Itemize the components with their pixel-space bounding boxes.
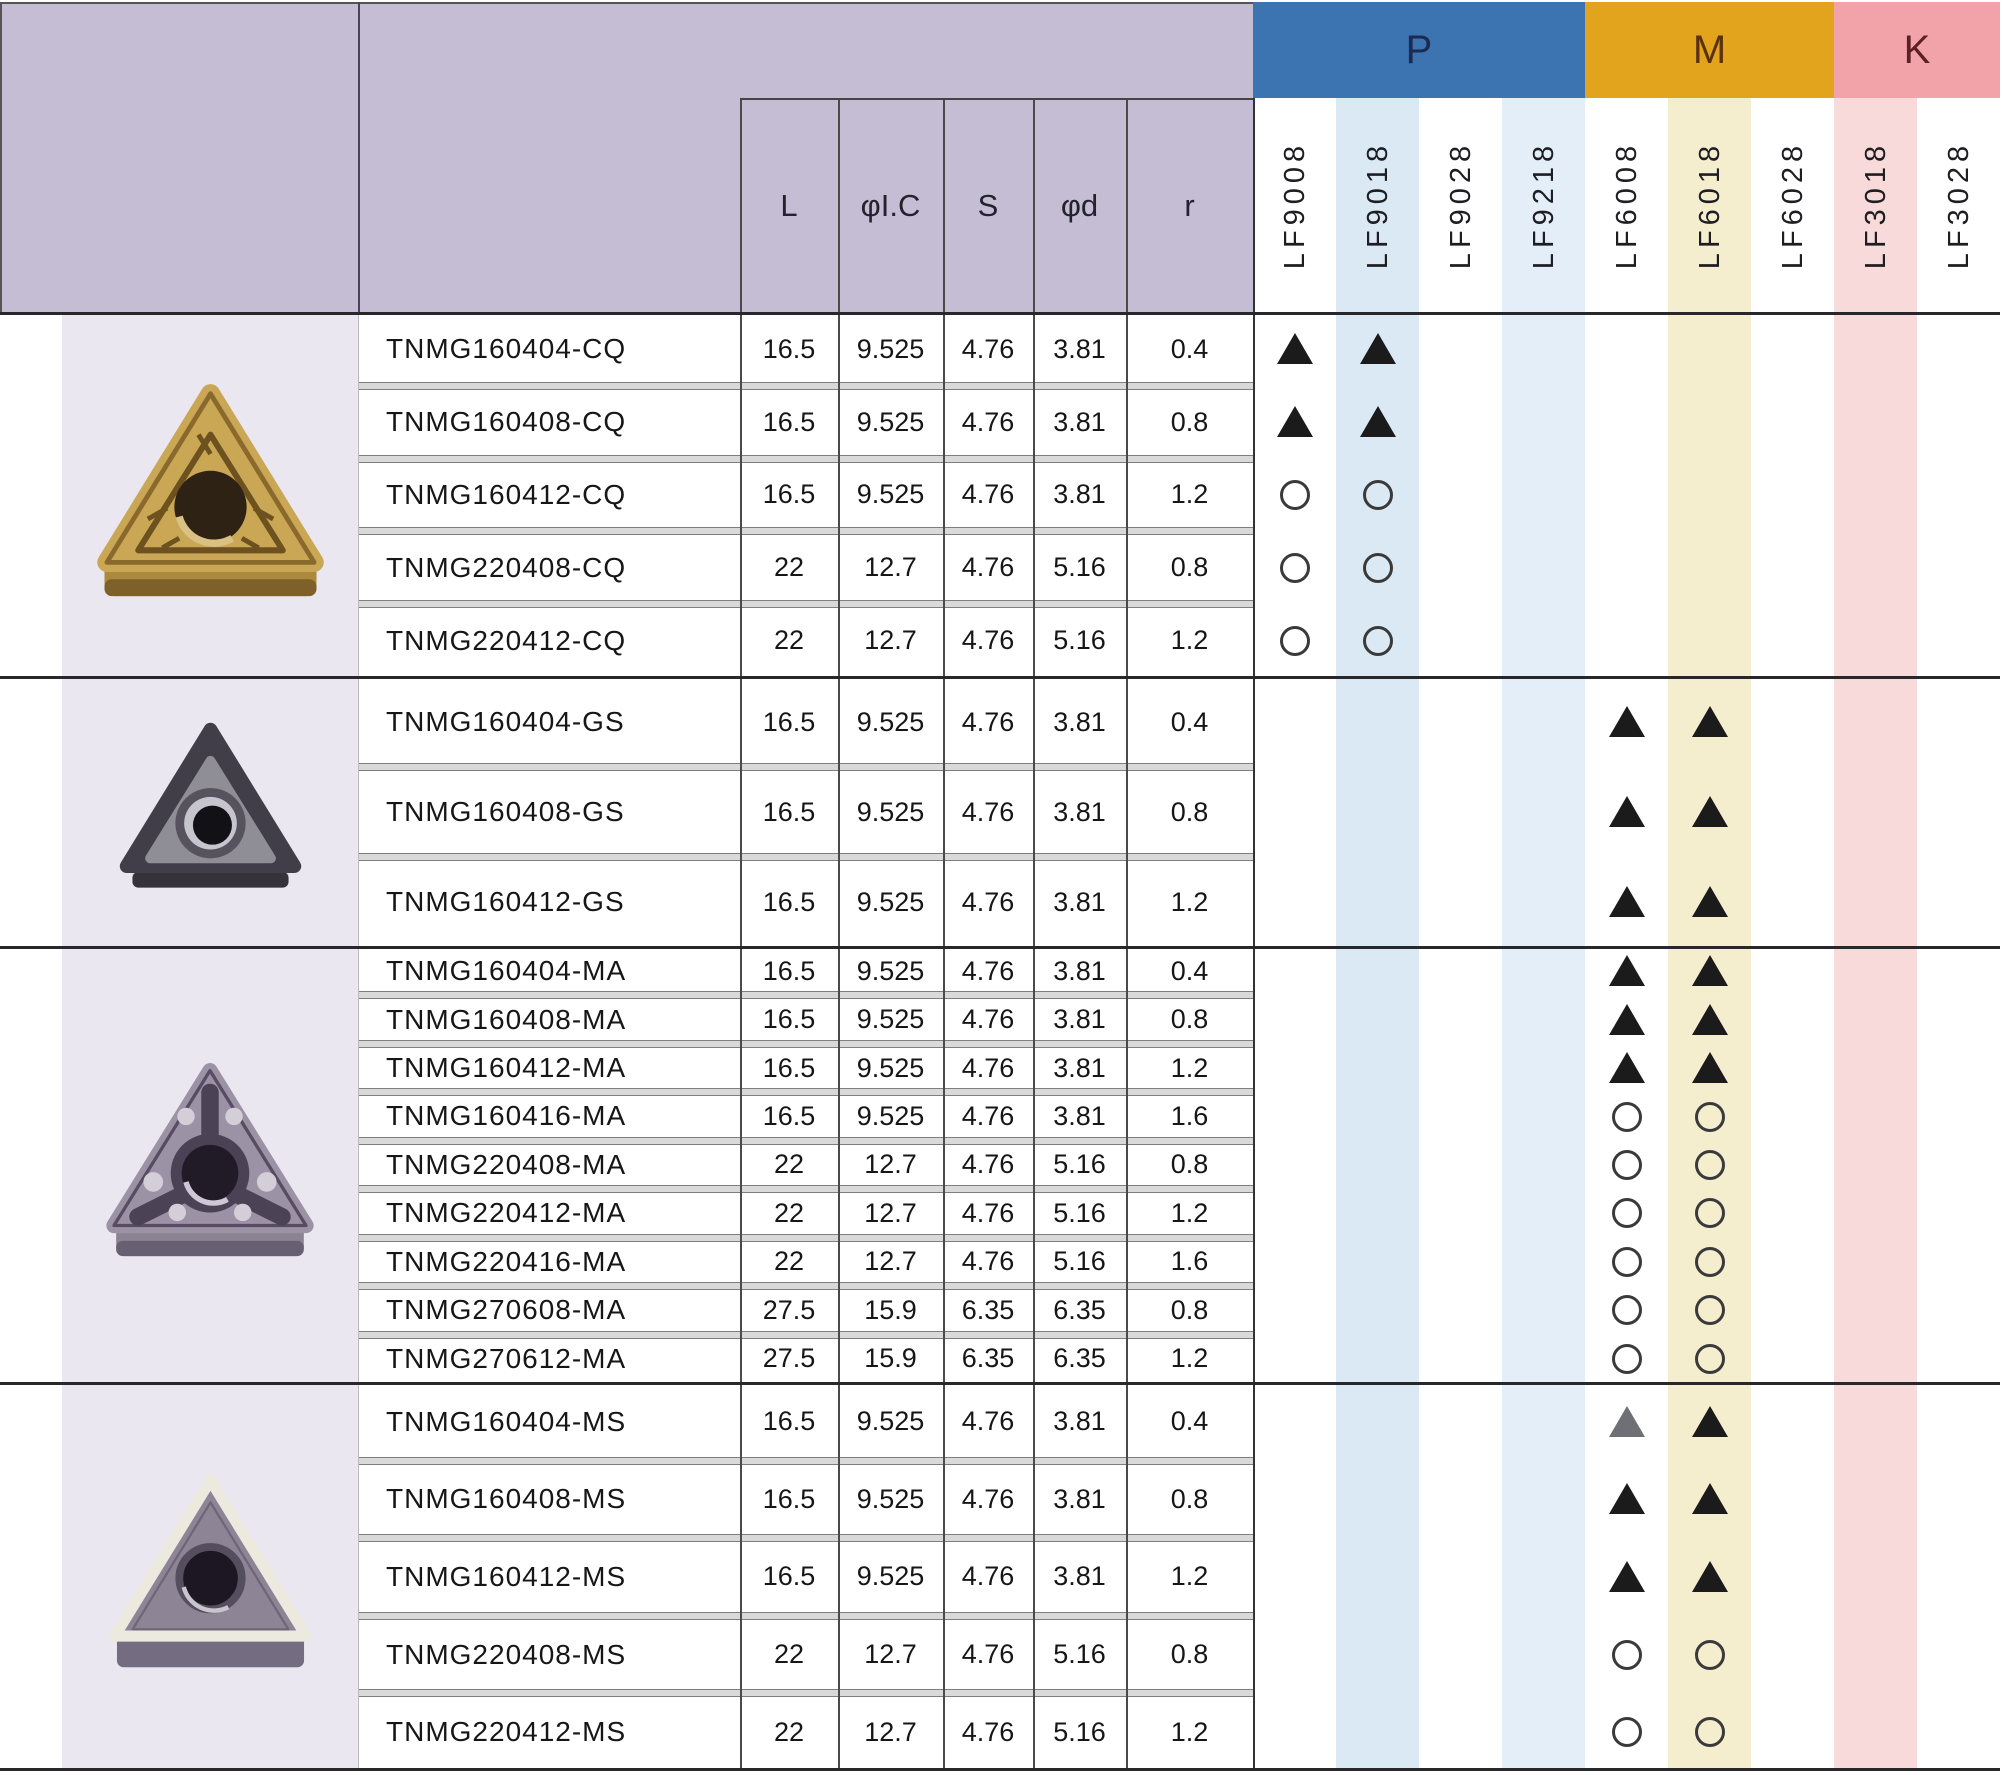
dim-cell: 4.76	[961, 1149, 1015, 1180]
grid-vline	[943, 98, 945, 1771]
dim-cell: 12.7	[864, 1246, 917, 1277]
marker-triangle	[1360, 406, 1396, 437]
dim-cell: 3.81	[1053, 1100, 1106, 1131]
dim-cell: 6.35	[961, 1294, 1015, 1325]
dim-cell: 1.2	[1170, 1052, 1209, 1083]
grid-vline	[358, 2, 360, 313]
marker-triangle	[1692, 1004, 1728, 1035]
dim-cell: 4.76	[961, 552, 1015, 583]
dim-cell: 12.7	[864, 552, 917, 583]
dim-cell: 16.5	[762, 1004, 816, 1035]
grid-vline	[1126, 98, 1128, 1771]
dim-cell: 16.5	[762, 955, 816, 986]
dim-cell: 0.8	[1170, 406, 1209, 437]
dim-cell: 16.5	[762, 1561, 816, 1592]
dim-cell: 6.35	[1053, 1343, 1106, 1374]
model-cell: TNMG270612-MA	[386, 1342, 627, 1374]
dim-cell: 12.7	[864, 1639, 917, 1670]
marker-circle	[1612, 1102, 1642, 1132]
dim-cell: 0.4	[1170, 333, 1209, 364]
marker-triangle	[1609, 1483, 1645, 1514]
dim-cell: 9.525	[856, 1561, 925, 1592]
grade-band-m: M	[1585, 2, 1834, 98]
model-cell: TNMG160404-CQ	[386, 333, 627, 365]
marker-circle	[1612, 1717, 1642, 1747]
dim-cell: 1.2	[1170, 886, 1209, 917]
dim-cell: 4.76	[961, 1052, 1015, 1083]
grade-column-label: LF6028	[1776, 140, 1808, 270]
dim-cell: 0.8	[1170, 1149, 1209, 1180]
header-corner-model-column	[358, 2, 740, 315]
dim-cell: 4.76	[961, 625, 1015, 656]
dim-cell: 1.6	[1170, 1100, 1209, 1131]
dim-cell: 0.4	[1170, 1406, 1209, 1437]
model-cell: TNMG220412-MS	[386, 1716, 627, 1748]
marker-triangle	[1609, 706, 1645, 737]
grade-column-label: LF3028	[1942, 140, 1974, 270]
grid-vline	[1033, 98, 1035, 1771]
dim-cell: 27.5	[762, 1343, 816, 1374]
dim-cell: 0.8	[1170, 1483, 1209, 1514]
dim-cell: 4.76	[961, 1197, 1015, 1228]
dim-cell: 4.76	[961, 1246, 1015, 1277]
marker-circle	[1695, 1198, 1725, 1228]
marker-circle	[1612, 1247, 1642, 1277]
dim-cell: 4.76	[961, 1561, 1015, 1592]
dim-cell: 3.81	[1053, 886, 1106, 917]
dim-cell: 5.16	[1053, 1716, 1106, 1747]
group-separator	[0, 1382, 2000, 1385]
dim-cell: 9.525	[856, 1100, 925, 1131]
dim-cell: 15.9	[864, 1343, 917, 1374]
dim-cell: 12.7	[864, 1716, 917, 1747]
marker-circle	[1363, 480, 1393, 510]
grade-column-label: LF9018	[1361, 140, 1393, 270]
insert-photo-cq	[78, 372, 343, 624]
grade-column-label: LF9008	[1278, 140, 1310, 270]
marker-triangle	[1609, 1052, 1645, 1083]
dim-cell: 9.525	[856, 479, 925, 510]
model-cell: TNMG160412-CQ	[386, 478, 627, 510]
dim-cell: 1.2	[1170, 1197, 1209, 1228]
dim-cell: 16.5	[762, 1483, 816, 1514]
grade-column-label: LF6008	[1610, 140, 1642, 270]
dim-cell: 12.7	[864, 1149, 917, 1180]
dim-cell: 4.76	[961, 333, 1015, 364]
dim-cell: 1.2	[1170, 1561, 1209, 1592]
marker-triangle	[1692, 1561, 1728, 1592]
dim-cell: 4.76	[961, 1004, 1015, 1035]
marker-triangle	[1609, 1561, 1645, 1592]
dim-cell: 4.76	[961, 1483, 1015, 1514]
model-cell: TNMG160408-MS	[386, 1483, 627, 1515]
dim-cell: 5.16	[1053, 625, 1106, 656]
dim-cell: 6.35	[1053, 1294, 1106, 1325]
marker-triangle	[1277, 406, 1313, 437]
col-header-d: φd	[1033, 98, 1126, 313]
dim-cell: 15.9	[864, 1294, 917, 1325]
dim-cell: 1.2	[1170, 625, 1209, 656]
grid-vline	[740, 98, 742, 1771]
col-header-r: r	[1126, 98, 1253, 313]
dim-cell: 5.16	[1053, 1639, 1106, 1670]
insert-photo-gs	[103, 712, 318, 917]
violet-moulded-insert-image	[90, 1053, 330, 1277]
grid-vline	[838, 98, 840, 1771]
col-header-IC: φI.C	[838, 98, 943, 313]
dim-cell: 9.525	[856, 1483, 925, 1514]
dim-cell: 9.525	[856, 406, 925, 437]
dim-cell: 9.525	[856, 1052, 925, 1083]
dim-cell: 0.8	[1170, 1639, 1209, 1670]
dim-cell: 6.35	[961, 1343, 1015, 1374]
dim-cell: 4.76	[961, 796, 1015, 827]
dim-cell: 22	[773, 625, 805, 656]
dim-cell: 9.525	[856, 1406, 925, 1437]
dim-cell: 4.76	[961, 406, 1015, 437]
model-cell: TNMG220412-CQ	[386, 624, 627, 656]
group-separator	[0, 312, 2000, 315]
dim-cell: 3.81	[1053, 406, 1106, 437]
model-cell: TNMG160412-GS	[386, 886, 625, 917]
marker-triangle	[1692, 1406, 1728, 1437]
grade-column-label: LF9028	[1444, 140, 1476, 270]
header-corner-image-column	[0, 2, 360, 315]
marker-circle	[1695, 1150, 1725, 1180]
violet-silver-edge-insert-image	[88, 1462, 333, 1691]
dim-cell: 0.8	[1170, 796, 1209, 827]
marker-circle	[1280, 553, 1310, 583]
dim-cell: 1.2	[1170, 479, 1209, 510]
gold-engraved-insert-image	[78, 372, 343, 619]
dark-polished-insert-image	[103, 712, 318, 912]
marker-triangle	[1692, 955, 1728, 986]
marker-circle	[1280, 626, 1310, 656]
dim-cell: 22	[773, 1716, 805, 1747]
dim-cell: 9.525	[856, 1004, 925, 1035]
dim-cell: 16.5	[762, 1100, 816, 1131]
dim-cell: 3.81	[1053, 1052, 1106, 1083]
dim-cell: 4.76	[961, 955, 1015, 986]
dim-cell: 9.525	[856, 955, 925, 986]
dim-cell: 3.81	[1053, 706, 1106, 737]
model-cell: TNMG220416-MA	[386, 1245, 627, 1277]
dim-cell: 16.5	[762, 406, 816, 437]
table-bottom-border	[0, 1768, 2000, 1771]
dim-cell: 12.7	[864, 1197, 917, 1228]
insert-photo-ms	[88, 1462, 333, 1696]
marker-circle	[1695, 1717, 1725, 1747]
dim-cell: 5.16	[1053, 1246, 1106, 1277]
dim-cell: 0.8	[1170, 1294, 1209, 1325]
model-cell: TNMG160408-CQ	[386, 406, 627, 438]
marker-triangle	[1609, 796, 1645, 827]
grade-band-p: P	[1253, 2, 1585, 98]
dim-cell: 3.81	[1053, 1406, 1106, 1437]
model-cell: TNMG160408-GS	[386, 796, 625, 827]
marker-triangle	[1692, 706, 1728, 737]
model-cell: TNMG160404-MA	[386, 955, 627, 987]
dim-cell: 0.4	[1170, 706, 1209, 737]
dim-cell: 1.6	[1170, 1246, 1209, 1277]
grade-column-stripe	[1834, 98, 1917, 1771]
dim-cell: 27.5	[762, 1294, 816, 1325]
model-cell: TNMG160412-MS	[386, 1560, 627, 1592]
model-cell: TNMG160408-MA	[386, 1003, 627, 1035]
col-header-L: L	[740, 98, 838, 313]
marker-circle	[1612, 1150, 1642, 1180]
dim-cell: 16.5	[762, 706, 816, 737]
marker-circle	[1363, 553, 1393, 583]
model-cell: TNMG160404-MS	[386, 1405, 627, 1437]
model-cell: TNMG220408-CQ	[386, 551, 627, 583]
dim-cell: 22	[773, 1197, 805, 1228]
insert-photo-ma	[90, 1053, 330, 1282]
grade-column-label: LF3018	[1859, 140, 1891, 270]
col-header-S: S	[943, 98, 1033, 313]
dim-cell: 3.81	[1053, 1483, 1106, 1514]
dim-cell: 4.76	[961, 886, 1015, 917]
marker-circle	[1695, 1640, 1725, 1670]
dim-cell: 4.76	[961, 1100, 1015, 1131]
grade-band-k: K	[1834, 2, 2000, 98]
dim-cell: 1.2	[1170, 1716, 1209, 1747]
dim-cell: 9.525	[856, 706, 925, 737]
dim-cell: 5.16	[1053, 552, 1106, 583]
marker-triangle	[1609, 955, 1645, 986]
dim-cell: 4.76	[961, 1639, 1015, 1670]
header-dim-top-band	[740, 2, 1253, 100]
dim-cell: 5.16	[1053, 1197, 1106, 1228]
dim-cell: 3.81	[1053, 1561, 1106, 1592]
dim-cell: 4.76	[961, 1716, 1015, 1747]
dim-cell: 9.525	[856, 886, 925, 917]
dim-cell: 16.5	[762, 796, 816, 827]
marker-triangle	[1692, 1052, 1728, 1083]
model-cell: TNMG220408-MA	[386, 1148, 627, 1180]
marker-triangle	[1692, 886, 1728, 917]
dim-cell: 16.5	[762, 479, 816, 510]
dim-cell: 3.81	[1053, 796, 1106, 827]
dim-cell: 5.16	[1053, 1149, 1106, 1180]
marker-circle	[1612, 1640, 1642, 1670]
model-cell: TNMG160416-MA	[386, 1100, 627, 1132]
model-cell: TNMG160412-MA	[386, 1052, 627, 1084]
dim-cell: 0.8	[1170, 1004, 1209, 1035]
marker-triangle	[1609, 1004, 1645, 1035]
marker-circle	[1612, 1344, 1642, 1374]
dim-cell: 1.2	[1170, 1343, 1209, 1374]
dim-cell: 4.76	[961, 1406, 1015, 1437]
model-cell: TNMG160404-GS	[386, 706, 625, 737]
dim-cell: 22	[773, 1639, 805, 1670]
group-separator	[0, 676, 2000, 679]
marker-triangle	[1692, 796, 1728, 827]
marker-triangle	[1277, 333, 1313, 364]
dim-cell: 4.76	[961, 706, 1015, 737]
dim-cell: 3.81	[1053, 955, 1106, 986]
dim-cell: 16.5	[762, 1406, 816, 1437]
dim-cell: 16.5	[762, 333, 816, 364]
dim-cell: 16.5	[762, 886, 816, 917]
marker-circle	[1695, 1247, 1725, 1277]
dim-cell: 16.5	[762, 1052, 816, 1083]
dim-cell: 3.81	[1053, 333, 1106, 364]
marker-triangle	[1609, 886, 1645, 917]
dim-cell: 0.4	[1170, 955, 1209, 986]
grid-vline	[1253, 98, 1255, 1771]
dim-cell: 22	[773, 552, 805, 583]
dim-cell: 3.81	[1053, 1004, 1106, 1035]
marker-circle	[1612, 1295, 1642, 1325]
grade-column-label: LF9218	[1527, 140, 1559, 270]
dim-cell: 12.7	[864, 625, 917, 656]
marker-circle	[1695, 1295, 1725, 1325]
marker-triangle	[1360, 333, 1396, 364]
marker-circle	[1612, 1198, 1642, 1228]
grade-column-stripe	[1668, 98, 1751, 1771]
marker-circle	[1695, 1102, 1725, 1132]
marker-triangle-gray	[1609, 1406, 1645, 1437]
grade-column-label: LF6018	[1693, 140, 1725, 270]
dim-cell: 9.525	[856, 796, 925, 827]
marker-circle	[1363, 626, 1393, 656]
dim-cell: 9.525	[856, 333, 925, 364]
marker-circle	[1695, 1344, 1725, 1374]
dim-cell: 22	[773, 1149, 805, 1180]
dim-cell: 22	[773, 1246, 805, 1277]
dim-cell: 3.81	[1053, 479, 1106, 510]
dim-cell: 4.76	[961, 479, 1015, 510]
dim-cell: 0.8	[1170, 552, 1209, 583]
grid-hline	[740, 98, 1253, 100]
grid-vline	[358, 313, 359, 1771]
marker-circle	[1280, 480, 1310, 510]
model-cell: TNMG220408-MS	[386, 1638, 627, 1670]
marker-triangle	[1692, 1483, 1728, 1514]
model-cell: TNMG270608-MA	[386, 1294, 627, 1326]
model-cell: TNMG220412-MA	[386, 1197, 627, 1229]
group-separator	[0, 946, 2000, 949]
grade-column-stripe	[1502, 98, 1585, 1771]
